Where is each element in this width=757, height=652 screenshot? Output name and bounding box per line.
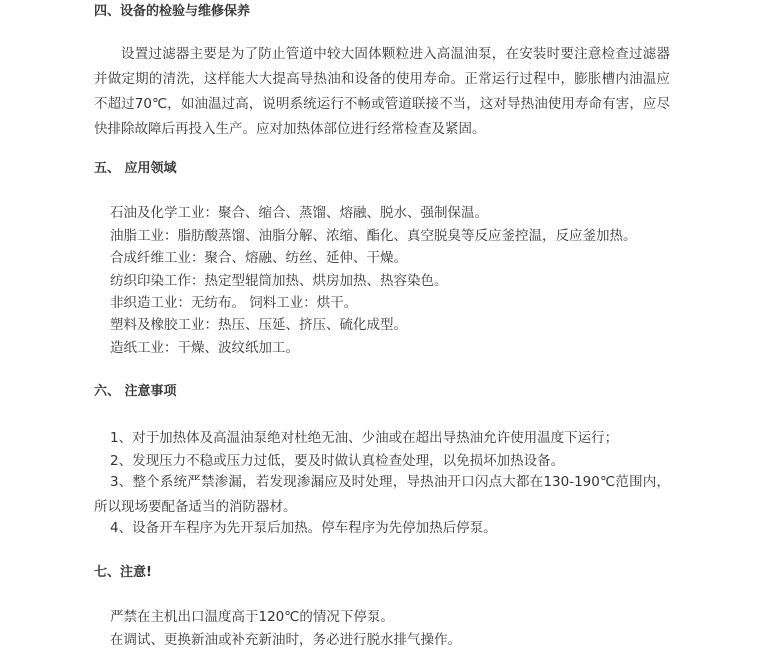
section-5-heading: 五、 应用领域	[94, 161, 177, 176]
application-item: 合成纤维工业：聚合、熔融、纺丝、延伸、干燥。	[110, 250, 407, 266]
application-item: 造纸工业：干燥、波纹纸加工。	[110, 340, 299, 356]
section-7-heading: 七、注意!	[94, 565, 152, 580]
application-item: 塑料及橡胶工业：热压、压延、挤压、硫化成型。	[110, 317, 407, 333]
application-item: 非织造工业：无纺布。 饲料工业：烘干。	[110, 295, 358, 311]
application-item: 油脂工业：脂肪酸蒸馏、油脂分解、浓缩、酯化、真空脱臭等反应釜控温，反应釜加热。	[110, 228, 637, 244]
application-item: 纺织印染工作：热定型辊筒加热、烘房加热、热容染色。	[110, 273, 448, 289]
precaution-item: 2、发现压力不稳或压力过低，要及时做认真检查处理，以免损坏加热设备。	[110, 453, 565, 469]
warning-item: 严禁在主机出口温度高于120℃的情况下停泵。	[110, 609, 394, 625]
precaution-item: 3、整个系统严禁渗漏，若发现渗漏应及时处理，导热油开口闪点大都在130-190℃范围内，所以现场要配备适当的消防器材。	[94, 474, 670, 515]
section-4-heading: 四、设备的检验与维修保养	[94, 4, 251, 19]
warning-item: 在调试、更换新油或补充新油时，务必进行脱水排气操作。	[110, 632, 461, 648]
section-4-paragraph: 设置过滤器主要是为了防止管道中较大固体颗粒进入高温油泵，在安装时要注意检查过滤器并做定期的清洗，这样能大大提高导热油和设备的使用寿命。正常运行过程中，膨胀槽内油温应不超过70℃，如油温过高，说明系统运行不畅或管道联接不当，这对导热油使用寿命有害，应尽快排除故障后再投入生产。应对加热体部位进行经常检查及紧固。	[94, 46, 670, 137]
section-6-heading: 六、 注意事项	[94, 384, 177, 399]
application-item: 石油及化学工业：聚合、缩合、蒸馏、熔融、脱水、强制保温。	[110, 205, 488, 221]
precaution-item: 1、对于加热体及高温油泵绝对杜绝无油、少油或在超出导热油允许使用温度下运行；	[110, 430, 619, 446]
precaution-item: 4、设备开车程序为先开泵后加热。停车程序为先停加热后停泵。	[110, 520, 497, 536]
